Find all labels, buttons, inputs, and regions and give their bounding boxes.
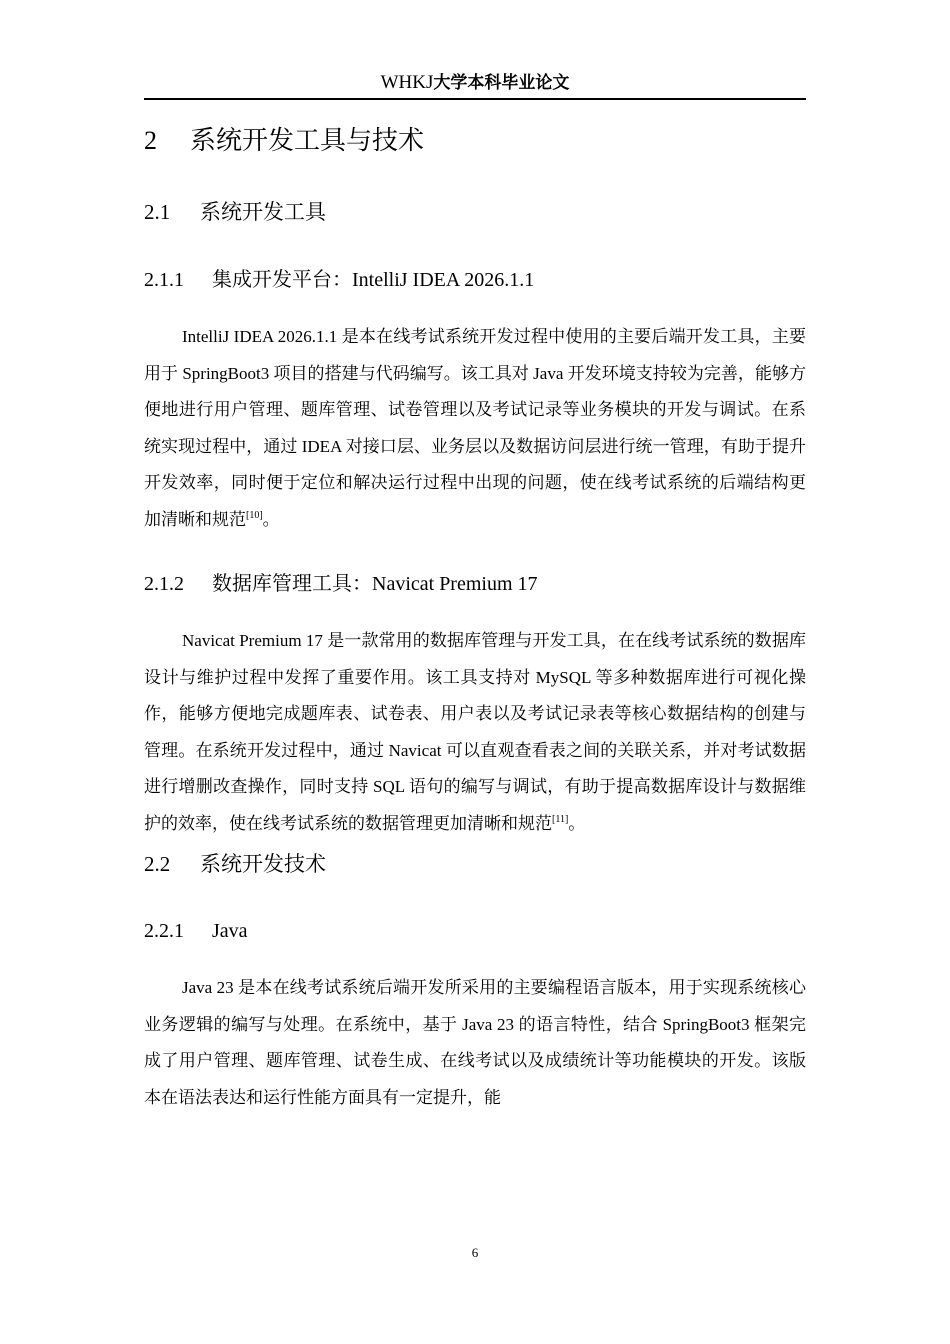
section-heading-2-1 <box>144 190 806 234</box>
section-title: 系统开发技术 <box>200 852 326 876</box>
chapter-title: 系统开发工具与技术 <box>190 126 425 156</box>
header-title: 大学本科毕业论文 <box>433 73 570 93</box>
subsection-number: 2.1.2 <box>144 573 184 595</box>
section-number: 2.1 <box>144 200 171 224</box>
citation-ref: [11] <box>552 813 569 825</box>
subsection-heading-2-1-1 <box>144 258 806 301</box>
paragraph-2-1-1 <box>144 319 806 538</box>
paragraph-text: IntelliJ IDEA 2026.1.1 是本在线考试系统开发过程中使用的主要后端开发工具，主要用于 SpringBoot3 项目的搭建与代码编写。该工具对 Java 开发环境支持较为完善，能够方便地进行用户管理、题库管理、试卷管理以及考试记录等业务模块的开发与调试。在系统实现过程中，通过 IDEA 对接口层、业务层以及数据访问层进行统一管理，有助于提升开发效率，同时便于定位和解决运行过程中出现的问题，使在线考试系统的后端结构更加清晰和规范 <box>144 327 806 529</box>
subsection-title-latin: Java <box>212 920 248 942</box>
subsection-heading-2-2-1 <box>144 910 806 952</box>
page-number: 6 <box>471 1245 479 1260</box>
subsection-title-latin: Navicat Premium 17 <box>372 573 538 595</box>
paragraph-2-2-1 <box>144 970 806 1116</box>
paragraph-text: Navicat Premium 17 是一款常用的数据库管理与开发工具，在在线考试系统的数据库设计与维护过程中发挥了重要作用。该工具支持对 MySQL 等多种数据库进行可视化操作，能够方便地完成题库表、试卷表、用户表以及考试记录表等核心数据结构的创建与管理。在系统开发过程中，通过 Navicat 可以直观查看表之间的关联关系，并对考试数据进行增删改查操作，同时支持 SQL 语句的编写与调试，有助于提高数据库设计与数据维护的效率，使在线考试系统的数据管理更加清晰和规范 <box>144 631 806 833</box>
paragraph-end: 。 <box>262 509 280 529</box>
page-content <box>144 112 806 1116</box>
subsection-title: 数据库管理工具： <box>212 571 372 595</box>
citation-ref: [10] <box>246 509 263 521</box>
section-title: 系统开发工具 <box>200 200 326 224</box>
header-latin: WHKJ <box>380 72 434 93</box>
chapter-heading <box>144 112 806 170</box>
chapter-number: 2 <box>144 126 157 155</box>
header-rule <box>144 98 806 100</box>
paragraph-end: 。 <box>568 813 586 833</box>
running-header <box>144 68 806 98</box>
section-heading-2-2 <box>144 842 806 886</box>
paragraph-2-1-2 <box>144 623 806 842</box>
subsection-number: 2.2.1 <box>144 920 184 942</box>
subsection-heading-2-1-2 <box>144 562 806 605</box>
subsection-number: 2.1.1 <box>144 269 184 291</box>
subsection-title: 集成开发平台： <box>212 267 352 291</box>
section-number: 2.2 <box>144 852 171 876</box>
paragraph-text: Java 23 是本在线考试系统后端开发所采用的主要编程语言版本，用于实现系统核心业务逻辑的编写与处理。在系统中，基于 Java 23 的语言特性，结合 SpringBoot3 框架完成了用户管理、题库管理、试卷生成、在线考试以及成绩统计等功能模块的开发。该版本在语法表达和运行性能方面具有一定提升，能 <box>144 978 806 1107</box>
subsection-title-latin: IntelliJ IDEA 2026.1.1 <box>352 269 535 291</box>
